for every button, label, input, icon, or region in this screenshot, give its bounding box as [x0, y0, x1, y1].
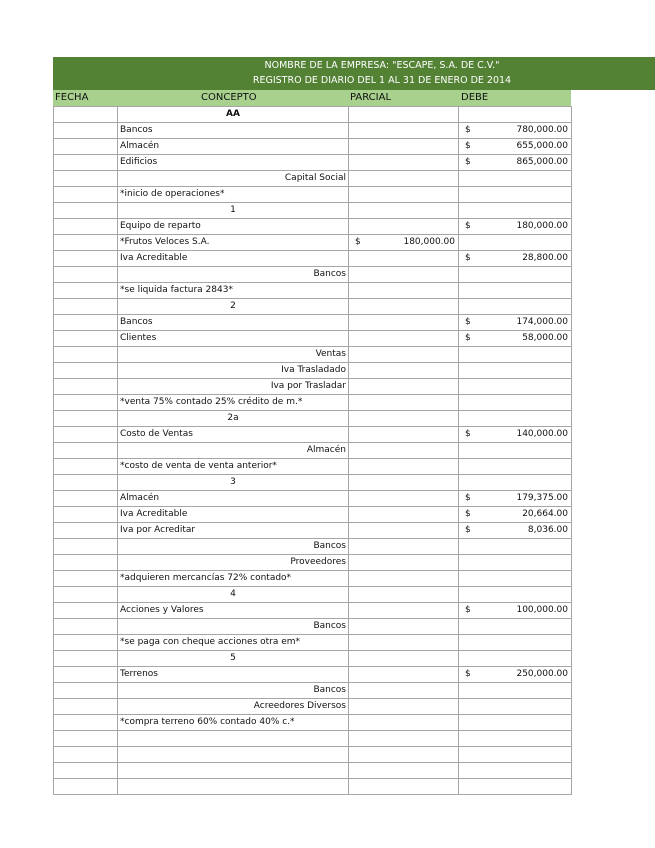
- fecha-cell[interactable]: [54, 155, 118, 171]
- debe-cell[interactable]: [459, 539, 572, 555]
- debe-amount: 58,000.00: [522, 333, 568, 343]
- debe-cell[interactable]: [459, 747, 572, 763]
- company-banner: [53, 57, 655, 90]
- concepto-cell[interactable]: *se liquida factura 2843*: [118, 283, 349, 299]
- parcial-cell[interactable]: [349, 107, 459, 123]
- table-row: [54, 203, 572, 219]
- header-fecha: FECHA: [55, 92, 89, 103]
- table-row: [54, 395, 572, 411]
- debe-cell[interactable]: [459, 107, 572, 123]
- debe-amount: 180,000.00: [516, 221, 568, 231]
- column-header-row: [53, 90, 571, 106]
- debe-cell[interactable]: [459, 187, 572, 203]
- parcial-cell[interactable]: [349, 523, 459, 539]
- journal-table: [53, 106, 572, 795]
- parcial-cell[interactable]: [349, 459, 459, 475]
- table-row: [54, 427, 572, 443]
- debe-amount: 174,000.00: [516, 317, 568, 327]
- debe-amount: 865,000.00: [516, 157, 568, 167]
- table-row: [54, 235, 572, 251]
- table-row: [54, 363, 572, 379]
- concepto-cell[interactable]: *adquieren mercancías 72% contado*: [118, 571, 349, 587]
- debe-cell[interactable]: [459, 635, 572, 651]
- parcial-cell[interactable]: [349, 699, 459, 715]
- concepto-cell[interactable]: Iva Acreditable: [118, 251, 349, 267]
- table-row: [54, 651, 572, 667]
- currency-symbol: $: [465, 525, 471, 535]
- concepto-cell[interactable]: Iva Trasladado: [118, 363, 349, 379]
- debe-cell[interactable]: [459, 715, 572, 731]
- fecha-cell[interactable]: [54, 459, 118, 475]
- table-row: [54, 219, 572, 235]
- concepto-cell[interactable]: Bancos: [118, 123, 349, 139]
- concepto-cell[interactable]: 5: [118, 651, 349, 667]
- fecha-cell[interactable]: [54, 411, 118, 427]
- fecha-cell[interactable]: [54, 139, 118, 155]
- debe-cell[interactable]: [459, 395, 572, 411]
- debe-cell[interactable]: [459, 779, 572, 795]
- parcial-cell[interactable]: [349, 715, 459, 731]
- table-row: [54, 587, 572, 603]
- concepto-cell[interactable]: Capital Social: [118, 171, 349, 187]
- debe-cell[interactable]: [459, 459, 572, 475]
- currency-symbol: $: [465, 141, 471, 151]
- fecha-cell[interactable]: [54, 523, 118, 539]
- parcial-amount: 180,000.00: [403, 237, 455, 247]
- debe-cell[interactable]: [459, 379, 572, 395]
- parcial-cell[interactable]: [349, 635, 459, 651]
- table-row: [54, 603, 572, 619]
- table-row: [54, 475, 572, 491]
- debe-cell[interactable]: [459, 363, 572, 379]
- parcial-cell[interactable]: [349, 555, 459, 571]
- fecha-cell[interactable]: [54, 683, 118, 699]
- table-row: [54, 683, 572, 699]
- debe-cell[interactable]: [459, 731, 572, 747]
- currency-symbol: $: [465, 221, 471, 231]
- fecha-cell[interactable]: [54, 219, 118, 235]
- parcial-cell[interactable]: [349, 651, 459, 667]
- parcial-cell[interactable]: [349, 379, 459, 395]
- debe-cell[interactable]: [459, 155, 572, 171]
- fecha-cell[interactable]: [54, 443, 118, 459]
- debe-cell[interactable]: [459, 475, 572, 491]
- fecha-cell[interactable]: [54, 491, 118, 507]
- parcial-cell[interactable]: [349, 443, 459, 459]
- debe-amount: 179,375.00: [516, 493, 568, 503]
- debe-cell[interactable]: [459, 123, 572, 139]
- concepto-cell[interactable]: Iva Acreditable: [118, 507, 349, 523]
- table-row: [54, 523, 572, 539]
- table-row: [54, 619, 572, 635]
- fecha-cell[interactable]: [54, 203, 118, 219]
- currency-symbol: $: [465, 429, 471, 439]
- debe-cell[interactable]: [459, 587, 572, 603]
- debe-cell[interactable]: [459, 443, 572, 459]
- debe-cell[interactable]: [459, 251, 572, 267]
- table-row: [54, 539, 572, 555]
- table-row: [54, 715, 572, 731]
- debe-cell[interactable]: [459, 571, 572, 587]
- concepto-cell[interactable]: Bancos: [118, 267, 349, 283]
- fecha-cell[interactable]: [54, 555, 118, 571]
- currency-symbol: $: [465, 125, 471, 135]
- journal-period-title: REGISTRO DE DIARIO DEL 1 AL 31 DE ENERO DE 2014: [252, 75, 512, 86]
- debe-cell[interactable]: [459, 283, 572, 299]
- table-row: [54, 123, 572, 139]
- debe-amount: 20,664.00: [522, 509, 568, 519]
- table-row: [54, 187, 572, 203]
- fecha-cell[interactable]: [54, 123, 118, 139]
- currency-symbol: $: [465, 509, 471, 519]
- currency-symbol: $: [465, 253, 471, 263]
- table-row: [54, 443, 572, 459]
- header-debe: DEBE: [461, 92, 489, 103]
- concepto-cell[interactable]: [118, 747, 349, 763]
- debe-cell[interactable]: [459, 139, 572, 155]
- fecha-cell[interactable]: [54, 107, 118, 123]
- concepto-cell[interactable]: Proveedores: [118, 555, 349, 571]
- table-row: [54, 571, 572, 587]
- fecha-cell[interactable]: [54, 283, 118, 299]
- parcial-cell[interactable]: [349, 155, 459, 171]
- parcial-cell[interactable]: [349, 619, 459, 635]
- debe-amount: 140,000.00: [516, 429, 568, 439]
- parcial-cell[interactable]: [349, 219, 459, 235]
- parcial-cell[interactable]: [349, 507, 459, 523]
- fecha-cell[interactable]: [54, 299, 118, 315]
- debe-cell[interactable]: [459, 299, 572, 315]
- debe-cell[interactable]: [459, 331, 572, 347]
- parcial-cell[interactable]: [349, 283, 459, 299]
- debe-cell[interactable]: [459, 411, 572, 427]
- table-row: [54, 315, 572, 331]
- debe-cell[interactable]: [459, 203, 572, 219]
- table-row: [54, 299, 572, 315]
- concepto-cell[interactable]: Ventas: [118, 347, 349, 363]
- debe-amount: 780,000.00: [516, 125, 568, 135]
- fecha-cell[interactable]: [54, 315, 118, 331]
- concepto-cell[interactable]: Almacén: [118, 443, 349, 459]
- concepto-cell[interactable]: [118, 779, 349, 795]
- concepto-cell[interactable]: *costo de venta de venta anterior*: [118, 459, 349, 475]
- parcial-cell[interactable]: [349, 203, 459, 219]
- concepto-cell[interactable]: Iva por Trasladar: [118, 379, 349, 395]
- parcial-cell[interactable]: [349, 363, 459, 379]
- concepto-cell[interactable]: Bancos: [118, 315, 349, 331]
- table-row: [54, 491, 572, 507]
- concepto-cell[interactable]: 2a: [118, 411, 349, 427]
- concepto-cell[interactable]: [118, 731, 349, 747]
- fecha-cell[interactable]: [54, 347, 118, 363]
- concepto-cell[interactable]: Terrenos: [118, 667, 349, 683]
- concepto-cell[interactable]: Bancos: [118, 539, 349, 555]
- parcial-cell[interactable]: [349, 315, 459, 331]
- debe-cell[interactable]: [459, 555, 572, 571]
- table-row: [54, 139, 572, 155]
- concepto-cell[interactable]: Bancos: [118, 619, 349, 635]
- concepto-cell[interactable]: [118, 763, 349, 779]
- fecha-cell[interactable]: [54, 699, 118, 715]
- debe-cell[interactable]: [459, 763, 572, 779]
- table-row: [54, 107, 572, 123]
- fecha-cell[interactable]: [54, 619, 118, 635]
- parcial-cell[interactable]: [349, 187, 459, 203]
- concepto-cell[interactable]: Equipo de reparto: [118, 219, 349, 235]
- table-row: [54, 507, 572, 523]
- table-row: [54, 747, 572, 763]
- parcial-cell[interactable]: [349, 411, 459, 427]
- concepto-cell[interactable]: 1: [118, 203, 349, 219]
- table-row: [54, 379, 572, 395]
- concepto-cell[interactable]: *se paga con cheque acciones otra em*: [118, 635, 349, 651]
- parcial-cell[interactable]: [349, 763, 459, 779]
- parcial-cell[interactable]: [349, 251, 459, 267]
- debe-cell[interactable]: [459, 347, 572, 363]
- concepto-cell[interactable]: *compra terreno 60% contado 40% c.*: [118, 715, 349, 731]
- fecha-cell[interactable]: [54, 603, 118, 619]
- currency-symbol: $: [465, 157, 471, 167]
- fecha-cell[interactable]: [54, 779, 118, 795]
- debe-cell[interactable]: [459, 667, 572, 683]
- parcial-cell[interactable]: [349, 123, 459, 139]
- parcial-cell[interactable]: [349, 491, 459, 507]
- currency-symbol: $: [465, 317, 471, 327]
- parcial-cell[interactable]: [349, 779, 459, 795]
- concepto-cell[interactable]: 2: [118, 299, 349, 315]
- table-row: [54, 635, 572, 651]
- table-row: [54, 699, 572, 715]
- parcial-cell[interactable]: [349, 667, 459, 683]
- table-row: [54, 459, 572, 475]
- fecha-cell[interactable]: [54, 763, 118, 779]
- fecha-cell[interactable]: [54, 747, 118, 763]
- parcial-cell[interactable]: [349, 299, 459, 315]
- concepto-cell[interactable]: Acciones y Valores: [118, 603, 349, 619]
- table-row: [54, 283, 572, 299]
- parcial-cell[interactable]: [349, 731, 459, 747]
- fecha-cell[interactable]: [54, 267, 118, 283]
- parcial-cell[interactable]: [349, 235, 459, 251]
- fecha-cell[interactable]: [54, 363, 118, 379]
- concepto-cell[interactable]: Bancos: [118, 683, 349, 699]
- concepto-cell[interactable]: 3: [118, 475, 349, 491]
- concepto-cell[interactable]: *venta 75% contado 25% crédito de m.*: [118, 395, 349, 411]
- debe-cell[interactable]: [459, 171, 572, 187]
- fecha-cell[interactable]: [54, 475, 118, 491]
- debe-cell[interactable]: [459, 683, 572, 699]
- debe-cell[interactable]: [459, 235, 572, 251]
- concepto-cell[interactable]: *inicio de operaciones*: [118, 187, 349, 203]
- fecha-cell[interactable]: [54, 715, 118, 731]
- parcial-cell[interactable]: [349, 571, 459, 587]
- concepto-cell[interactable]: Almacén: [118, 139, 349, 155]
- fecha-cell[interactable]: [54, 667, 118, 683]
- concepto-cell[interactable]: Iva por Acreditar: [118, 523, 349, 539]
- parcial-cell[interactable]: [349, 427, 459, 443]
- parcial-cell[interactable]: [349, 747, 459, 763]
- fecha-cell[interactable]: [54, 187, 118, 203]
- fecha-cell[interactable]: [54, 571, 118, 587]
- concepto-cell[interactable]: AA: [118, 107, 349, 123]
- currency-symbol: $: [465, 493, 471, 503]
- table-row: [54, 155, 572, 171]
- debe-cell[interactable]: [459, 219, 572, 235]
- fecha-cell[interactable]: [54, 539, 118, 555]
- fecha-cell[interactable]: [54, 379, 118, 395]
- parcial-cell[interactable]: [349, 539, 459, 555]
- debe-amount: 28,800.00: [522, 253, 568, 263]
- parcial-cell[interactable]: [349, 347, 459, 363]
- table-row: [54, 171, 572, 187]
- currency-symbol: $: [355, 237, 361, 247]
- company-name-title: NOMBRE DE LA EMPRESA: "ESCAPE, S.A. DE C.V.": [264, 60, 500, 71]
- concepto-cell[interactable]: Almacén: [118, 491, 349, 507]
- debe-cell[interactable]: [459, 315, 572, 331]
- fecha-cell[interactable]: [54, 587, 118, 603]
- fecha-cell[interactable]: [54, 427, 118, 443]
- parcial-cell[interactable]: [349, 475, 459, 491]
- table-row: [54, 347, 572, 363]
- parcial-cell[interactable]: [349, 331, 459, 347]
- fecha-cell[interactable]: [54, 651, 118, 667]
- table-row: [54, 555, 572, 571]
- fecha-cell[interactable]: [54, 331, 118, 347]
- currency-symbol: $: [465, 669, 471, 679]
- parcial-cell[interactable]: [349, 171, 459, 187]
- fecha-cell[interactable]: [54, 171, 118, 187]
- table-row: [54, 667, 572, 683]
- parcial-cell[interactable]: [349, 683, 459, 699]
- table-row: [54, 331, 572, 347]
- concepto-cell[interactable]: Clientes: [118, 331, 349, 347]
- concepto-cell[interactable]: Edificios: [118, 155, 349, 171]
- debe-amount: 100,000.00: [516, 605, 568, 615]
- debe-amount: 250,000.00: [516, 669, 568, 679]
- currency-symbol: $: [465, 333, 471, 343]
- table-row: [54, 267, 572, 283]
- fecha-cell[interactable]: [54, 507, 118, 523]
- parcial-cell[interactable]: [349, 139, 459, 155]
- debe-cell[interactable]: [459, 523, 572, 539]
- table-row: [54, 763, 572, 779]
- header-concepto: CONCEPTO: [201, 92, 257, 103]
- table-row: [54, 251, 572, 267]
- table-row: [54, 779, 572, 795]
- concepto-cell[interactable]: Acreedores Diversos: [118, 699, 349, 715]
- parcial-cell[interactable]: [349, 395, 459, 411]
- parcial-cell[interactable]: [349, 587, 459, 603]
- debe-cell[interactable]: [459, 651, 572, 667]
- concepto-cell[interactable]: *Frutos Veloces S.A.: [118, 235, 349, 251]
- debe-amount: 8,036.00: [527, 525, 568, 535]
- debe-cell[interactable]: [459, 427, 572, 443]
- debe-cell[interactable]: [459, 507, 572, 523]
- debe-amount: 655,000.00: [516, 141, 568, 151]
- parcial-cell[interactable]: [349, 603, 459, 619]
- parcial-cell[interactable]: [349, 267, 459, 283]
- fecha-cell[interactable]: [54, 635, 118, 651]
- fecha-cell[interactable]: [54, 731, 118, 747]
- debe-cell[interactable]: [459, 699, 572, 715]
- header-parcial: PARCIAL: [350, 92, 392, 103]
- debe-cell[interactable]: [459, 267, 572, 283]
- fecha-cell[interactable]: [54, 395, 118, 411]
- debe-cell[interactable]: [459, 491, 572, 507]
- concepto-cell[interactable]: Costo de Ventas: [118, 427, 349, 443]
- debe-cell[interactable]: [459, 619, 572, 635]
- fecha-cell[interactable]: [54, 235, 118, 251]
- debe-cell[interactable]: [459, 603, 572, 619]
- concepto-cell[interactable]: 4: [118, 587, 349, 603]
- fecha-cell[interactable]: [54, 251, 118, 267]
- table-row: [54, 731, 572, 747]
- table-row: [54, 411, 572, 427]
- currency-symbol: $: [465, 605, 471, 615]
